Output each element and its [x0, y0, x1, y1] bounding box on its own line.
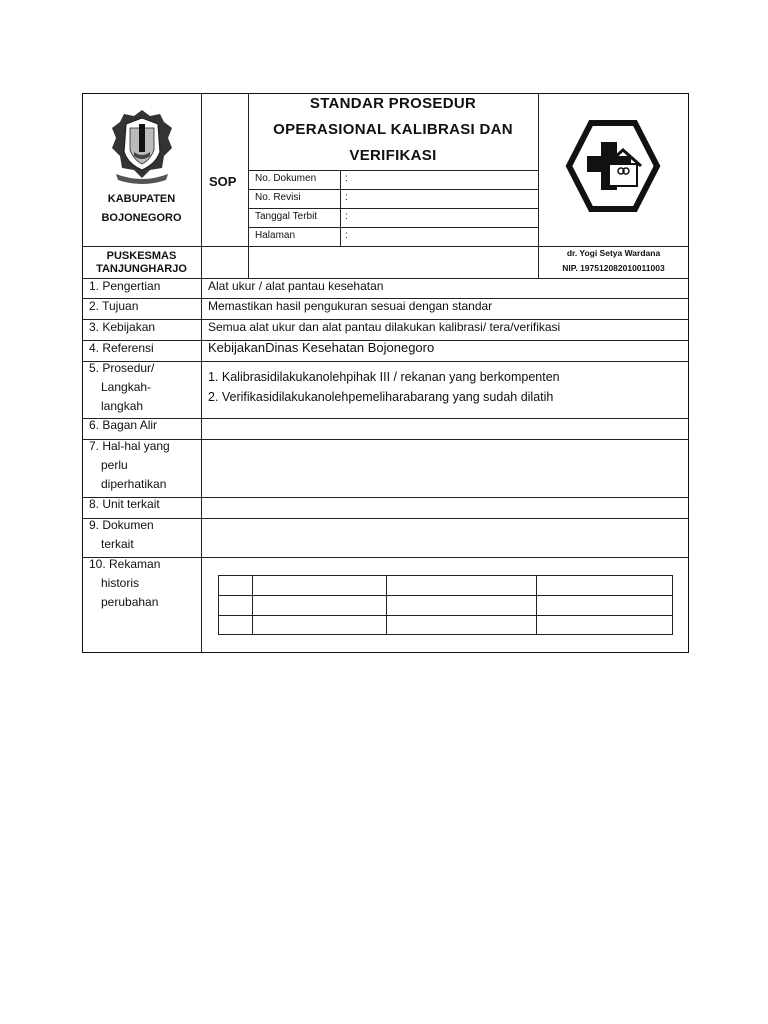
- history-col-line-2: [386, 576, 387, 634]
- row-label-tujuan: 2. Tujuan: [89, 299, 139, 313]
- history-row-line-2: [219, 615, 672, 616]
- signer-nip: NIP. 197512082010011003: [562, 263, 665, 273]
- row-text-kebijakan: Semua alat ukur dan alat pantau dilakukan kalibrasi/ tera/verifikasi: [208, 320, 561, 334]
- regency-name-line2: BOJONEGORO: [101, 212, 182, 224]
- meta-label-no-revisi: No. Revisi: [255, 192, 301, 203]
- row-label-hal-line2: perlu: [101, 458, 128, 472]
- row-label-dokumen-line2: terkait: [101, 537, 134, 551]
- left-column-divider: [201, 93, 202, 653]
- row-label-prosedur-line2: Langkah-: [101, 380, 152, 394]
- row-line-prosedur: [82, 361, 689, 362]
- meta-line-4: [248, 227, 538, 228]
- row-line-unit: [82, 497, 689, 498]
- row-label-referensi: 4. Referensi: [89, 341, 154, 355]
- regency-name-line1: KABUPATEN: [107, 193, 176, 205]
- meta-value-halaman: :: [345, 230, 348, 241]
- prosedur-step-2: 2. Verifikasidilakukanolehpemeliharabarang yang sudah dilatih: [208, 390, 554, 404]
- meta-label-halaman: Halaman: [255, 230, 296, 241]
- document-title-line3: VERIFIKASI: [349, 147, 437, 164]
- row-text-referensi: KebijakanDinas Kesehatan Bojonegoro: [208, 340, 435, 355]
- clinic-bottom-line: [82, 278, 689, 279]
- row-label-dokumen-line1: 9. Dokumen: [89, 518, 154, 532]
- history-col-line-1: [252, 576, 253, 634]
- clinic-name-line1: PUSKESMAS: [106, 250, 177, 262]
- row-label-rekaman-line2: historis: [101, 576, 140, 590]
- row-label-rekaman-line3: perubahan: [101, 595, 159, 609]
- row-label-prosedur-line3: langkah: [101, 399, 144, 413]
- row-label-pengertian: 1. Pengertian: [89, 279, 161, 293]
- meta-label-no-dokumen: No. Dokumen: [255, 173, 317, 184]
- signer-name: dr. Yogi Setya Wardana: [566, 248, 661, 258]
- meta-label-tanggal-terbit: Tanggal Terbit: [255, 211, 318, 222]
- clinic-name-line2: TANJUNGHARJO: [96, 263, 187, 275]
- document-title-line1: STANDAR PROSEDUR: [309, 95, 477, 112]
- history-col-line-3: [536, 576, 537, 634]
- meta-line-3: [248, 208, 538, 209]
- row-line-bagan: [82, 418, 689, 419]
- row-text-pengertian: Alat ukur / alat pantau kesehatan: [208, 279, 384, 293]
- row-label-rekaman-line1: 10. Rekaman: [89, 557, 161, 571]
- row-label-hal-line1: 7. Hal-hal yang: [89, 439, 170, 453]
- row-text-tujuan: Memastikan hasil pengukuran sesuai dengan standar: [208, 299, 493, 313]
- row-line-hal: [82, 439, 689, 440]
- sop-label: SOP: [209, 174, 237, 189]
- bojonegoro-emblem-icon: [110, 108, 174, 186]
- meta-value-no-dokumen: :: [345, 173, 348, 184]
- meta-value-no-revisi: :: [345, 192, 348, 203]
- row-label-hal-line3: diperhatikan: [101, 477, 167, 491]
- document-title-line2: OPERASIONAL KALIBRASI DAN: [273, 121, 513, 138]
- prosedur-step-1: 1. Kalibrasidilakukanolehpihak III / rekanan yang berkompenten: [208, 370, 560, 384]
- row-label-kebijakan: 3. Kebijakan: [89, 320, 156, 334]
- puskesmas-logo-icon: [565, 120, 661, 212]
- meta-line-2: [248, 189, 538, 190]
- history-row-line-1: [219, 595, 672, 596]
- row-line-rekaman: [82, 557, 689, 558]
- row-label-bagan-alir: 6. Bagan Alir: [89, 418, 158, 432]
- row-label-unit-terkait: 8. Unit terkait: [89, 497, 160, 511]
- meta-top-line: [248, 170, 538, 171]
- row-label-prosedur-line1: 5. Prosedur/: [89, 361, 155, 375]
- row-line-dokumen: [82, 518, 689, 519]
- revision-history-table: [218, 575, 673, 635]
- meta-value-tanggal-terbit: :: [345, 211, 348, 222]
